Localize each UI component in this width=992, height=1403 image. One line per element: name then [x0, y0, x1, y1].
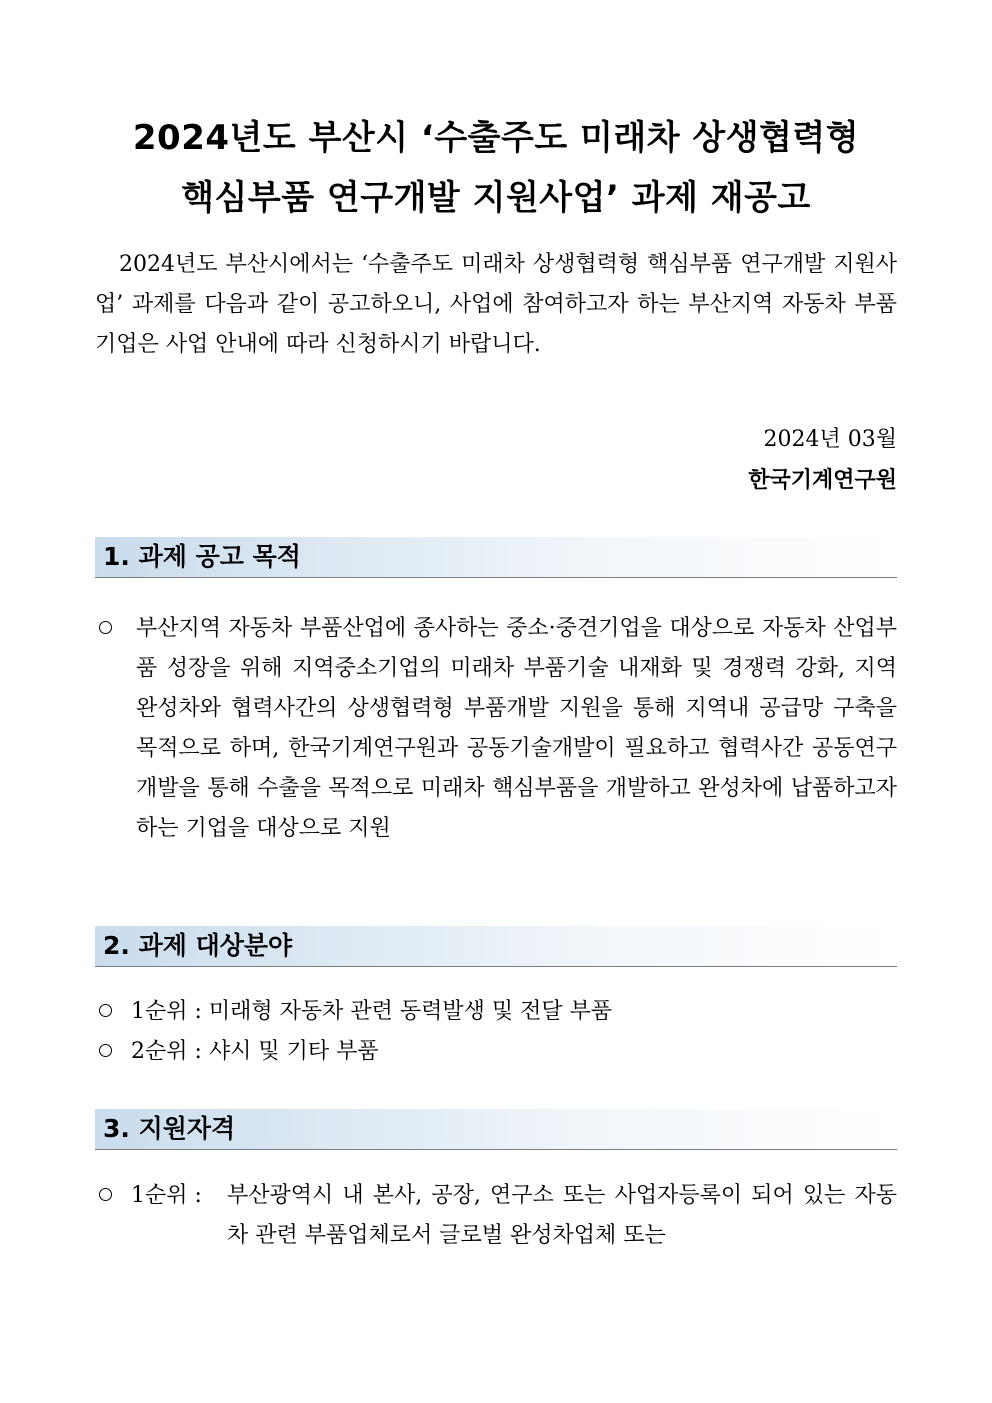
section-heading-2: [95, 926, 897, 967]
bullet-circle-icon: [95, 992, 131, 1032]
bullet-circle-icon: [95, 1032, 131, 1072]
title-line-2: 핵심부품 연구개발 지원사업’ 과제 재공고: [181, 178, 811, 218]
section-heading-1-text: 1. 과제 공고 목적: [103, 542, 301, 571]
section-heading-2-text: 2. 과제 대상분야: [103, 931, 293, 960]
document-title: [60, 108, 932, 228]
announcement-date: 2024년 03월: [763, 427, 897, 452]
list-item-text: 1순위 : 미래형 자동차 관련 동력발생 및 전달 부품: [131, 999, 613, 1024]
section-heading-1: [95, 537, 897, 578]
section-1-text: 부산지역 자동차 부품산업에 종사하는 중소·중견기업을 대상으로 자동차 산업부품 성장을 위해 지역중소기업의 미래차 부품기술 내재화 및 경쟁력 강화, 지역 완성차와 협력사간의 상생협력형 부품개발 지원을 통해 지역내 공급망 구축을 목적으로 하며, 한국기계연구원과 공동기술개발이 필요하고 협력사간 공동연구개발을 통해 수출을 목적으로 미래차 핵심부품을 개발하고 완성차에 납품하고자 하는 기업을 대상으로 지원: [136, 616, 897, 841]
priority-label: 1순위 :: [131, 1183, 202, 1208]
section-2-item-2: [95, 1032, 897, 1072]
section-heading-3-text: 3. 지원자격: [103, 1114, 236, 1143]
section-3-item-1: [95, 1176, 897, 1256]
intro-paragraph: 2024년도 부산시에서는 ‘수출주도 미래차 상생협력형 핵심부품 연구개발 지원사업’ 과제를 다음과 같이 공고하오니, 사업에 참여하고자 하는 부산지역 자동차 부품기업은 사업 안내에 따라 신청하시기 바랍니다.: [95, 252, 897, 357]
bullet-circle-icon: [95, 609, 135, 649]
title-line-1: 2024년도 부산시 ‘수출주도 미래차 상생협력형: [132, 118, 860, 158]
section-heading-3: [95, 1109, 897, 1150]
bullet-circle-icon: [95, 1176, 131, 1216]
section-3-text: 부산광역시 내 본사, 공장, 연구소 또는 사업자등록이 되어 있는 자동차 관련 부품업체로서 글로벌 완성차업체 또는: [227, 1183, 897, 1248]
organization-name: 한국기계연구원: [748, 467, 897, 493]
list-item-text: 2순위 : 샤시 및 기타 부품: [131, 1039, 379, 1064]
section-2-item-1: [95, 992, 897, 1032]
section-1-bullet: [95, 609, 897, 849]
